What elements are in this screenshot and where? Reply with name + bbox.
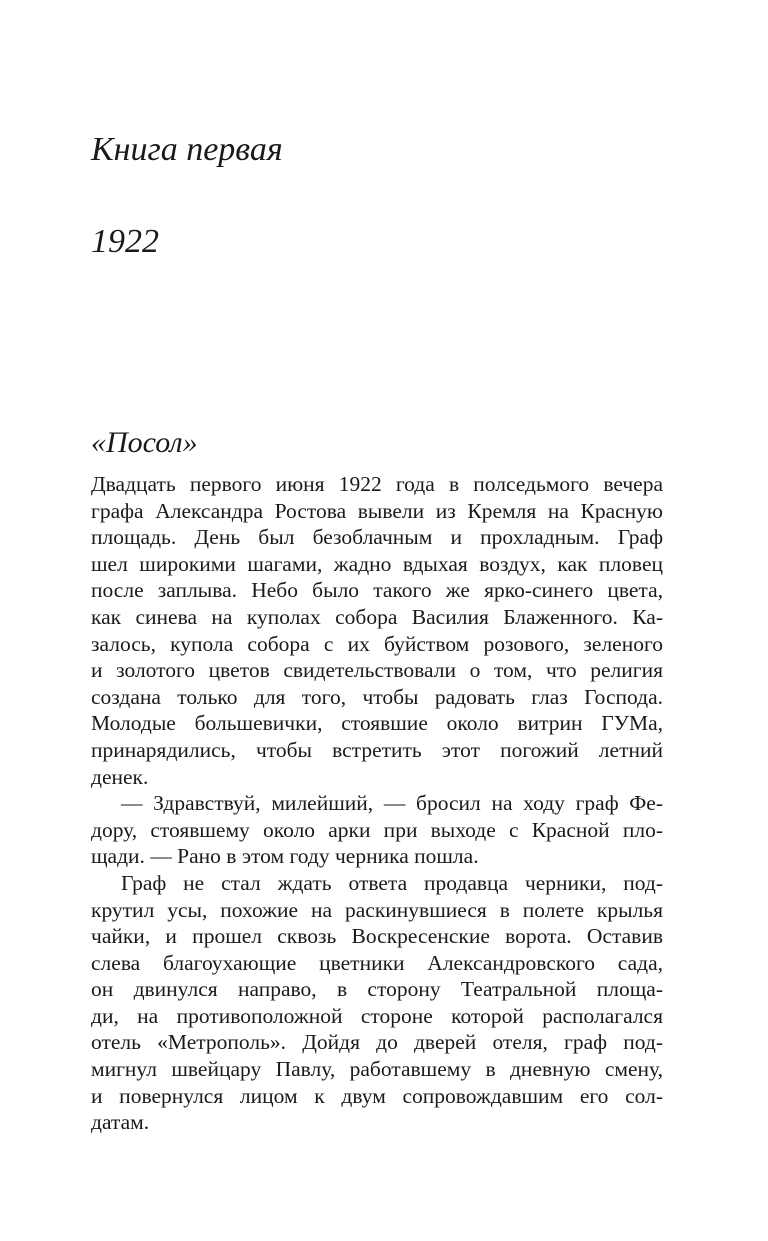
text-line: денек.	[91, 764, 149, 789]
part-year: 1922	[91, 223, 159, 260]
text-line: мигнул швейцару Павлу, работавшему в дневную смену,	[91, 1057, 663, 1082]
text-line: шел широкими шагами, жадно вдыхая воздух, как пловец	[91, 551, 663, 576]
text-line: принарядились, чтобы встретить этот погожий летний	[91, 737, 663, 762]
text-line: Двадцать первого июня 1922 года в полседьмого вечера	[91, 472, 663, 496]
text-line: и золотого цветов свидетельствовали о том, что религия	[91, 658, 663, 683]
text-line: графа Александра Ростова вывели из Кремля на Красную	[91, 498, 663, 523]
text-line: и повернулся лицом к двум сопровождавшим его сол-	[91, 1083, 663, 1108]
text-line: ди, на противоположной стороне которой располагался	[91, 1003, 663, 1028]
text-line: — Здравствуй, милейший, — бросил на ходу граф Фе-	[121, 791, 663, 816]
body-text	[91, 471, 663, 1136]
chapter-title: «Посол»	[91, 426, 198, 459]
book-title: Книга первая	[91, 131, 283, 168]
text-line: отель «Метрополь». Дойдя до дверей отеля, граф под-	[91, 1030, 663, 1055]
text-line: после заплыва. Небо было такого же ярко-синего цвета,	[91, 578, 663, 603]
text-line: Молодые большевички, стоявшие около витрин ГУМа,	[91, 711, 663, 736]
text-line: создана только для того, чтобы радовать глаз Господа.	[91, 684, 663, 709]
text-line: Граф не стал ждать ответа продавца черники, под-	[121, 870, 663, 895]
text-line: датам.	[91, 1110, 150, 1135]
text-line: щади. — Рано в этом году черника пошла.	[91, 844, 479, 869]
text-line: залось, купола собора с их буйством розового, зеленого	[91, 631, 663, 656]
text-line: как синева на куполах собора Василия Блаженного. Ка-	[91, 604, 663, 629]
text-line: слева благоухающие цветники Александровского сада,	[91, 950, 663, 975]
text-line: площадь. День был безоблачным и прохладным. Граф	[91, 525, 663, 550]
text-line: чайки, и прошел сквозь Воскресенские ворота. Оставив	[91, 924, 663, 949]
text-line: крутил усы, похожие на раскинувшиеся в полете крылья	[91, 897, 663, 922]
text-line: он двинулся направо, в сторону Театральной площа-	[91, 977, 663, 1002]
text-line: дору, стоявшему около арки при выходе с Красной пло-	[91, 817, 663, 842]
